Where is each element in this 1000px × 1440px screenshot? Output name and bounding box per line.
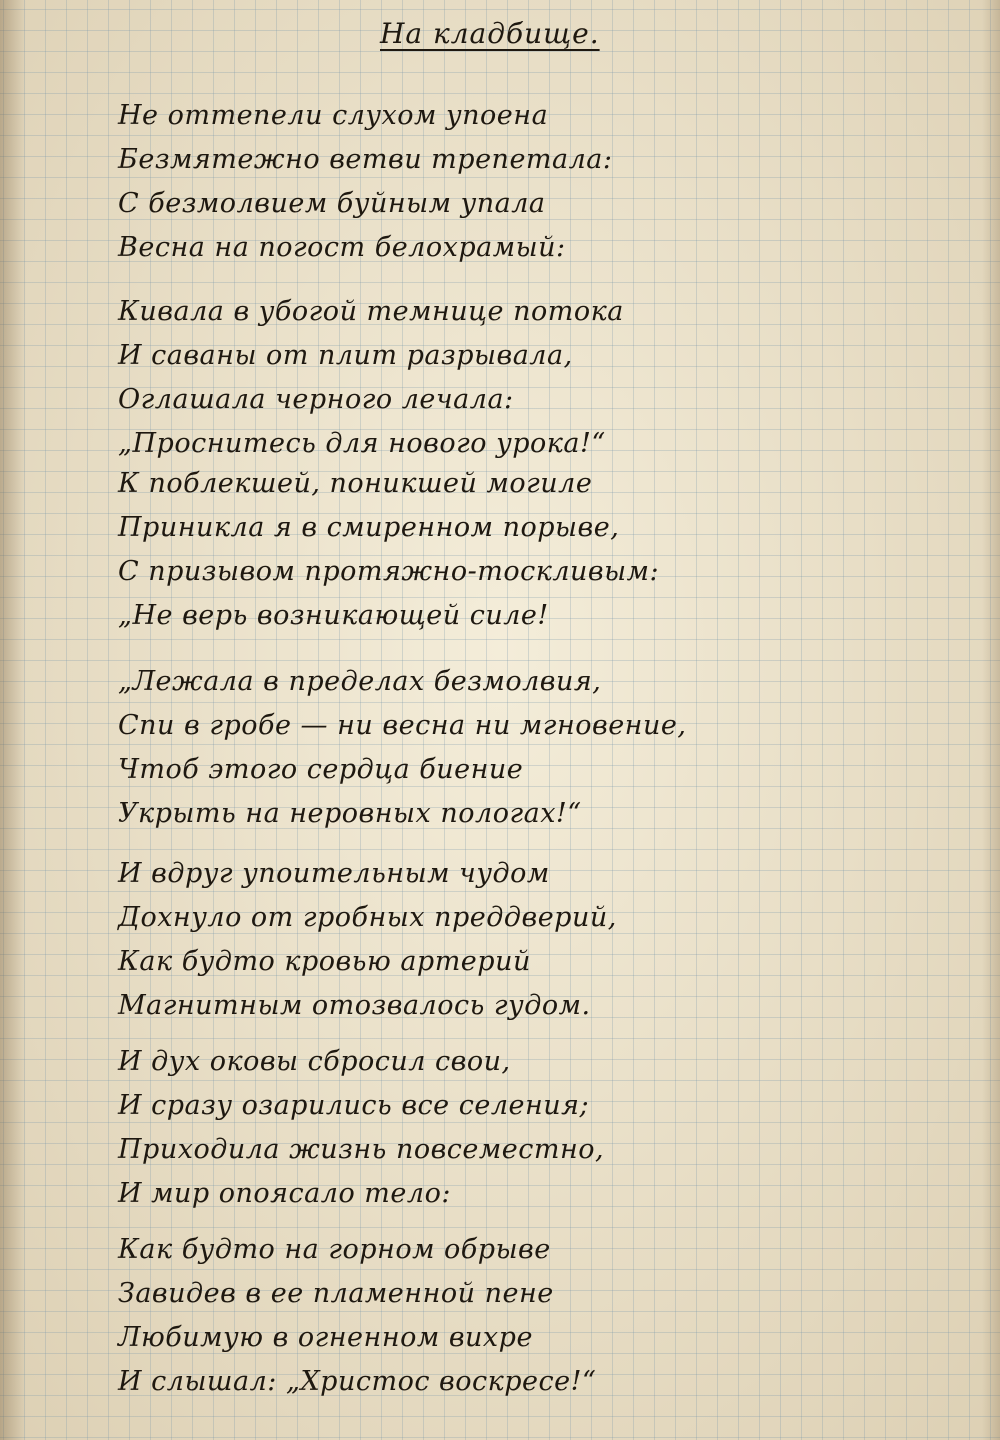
poem-line: „Не верь возникающей силе!	[118, 600, 549, 631]
stanza-6	[118, 1040, 878, 1216]
stanza-1	[118, 94, 878, 270]
poem-line: Приходила жизнь повсеместно,	[118, 1134, 605, 1165]
poem-line: Укрыть на неровных пологах!“	[118, 798, 582, 829]
poem-line: Как будто на горном обрыве	[118, 1234, 551, 1265]
stanza-2	[118, 290, 878, 466]
poem-line: Любимую в огненном вихре	[118, 1322, 533, 1353]
poem-line: Не оттепели слухом упоена	[118, 100, 549, 131]
poem-line: И саваны от плит разрывала,	[118, 340, 573, 371]
poem-line: Безмятежно ветви трепетала:	[118, 144, 613, 175]
poem-line: Кивала в убогой темнице потока	[118, 296, 624, 327]
poem-line: Чтоб этого сердца биение	[118, 754, 524, 785]
poem-line: С безмолвием буйным упала	[118, 188, 546, 219]
poem-line: Магнитным отозвалось гудом.	[118, 990, 591, 1021]
poem-line: Оглашала черного лечала:	[118, 384, 514, 415]
page-edge-shadow	[982, 0, 1000, 1440]
poem-line: „Проснитесь для нового урока!“	[118, 428, 606, 459]
stanza-5	[118, 852, 878, 1028]
poem-line: Дохнуло от гробных преддверий,	[118, 902, 617, 933]
poem-line: Как будто кровью артерий	[118, 946, 531, 977]
poem-line: Спи в гробе — ни весна ни мгновение,	[118, 710, 687, 741]
stanza-3	[118, 462, 878, 638]
page-fold-shadow	[0, 0, 26, 1440]
poem-line: И слышал: „Христос воскресе!“	[118, 1366, 597, 1397]
poem-line: И сразу озарились все селения;	[118, 1090, 590, 1121]
poem-line: К поблекшей, поникшей могиле	[118, 468, 593, 499]
stanza-7	[118, 1228, 878, 1404]
poem-line: И вдруг упоительным чудом	[118, 858, 550, 889]
stanza-4	[118, 660, 878, 836]
poem-line: Завидев в ее пламенной пене	[118, 1278, 554, 1309]
poem-line: С призывом протяжно-тоскливым:	[118, 556, 660, 587]
poem-line: И мир опоясало тело:	[118, 1178, 451, 1209]
poem-line: Приникла я в смиренном порыве,	[118, 512, 620, 543]
poem-line: „Лежала в пределах безмолвия,	[118, 666, 602, 697]
poem-line: И дух оковы сбросил свои,	[118, 1046, 511, 1077]
poem-line: Весна на погост белохрамый:	[118, 232, 566, 263]
poem-title: На кладбище.	[380, 17, 600, 50]
